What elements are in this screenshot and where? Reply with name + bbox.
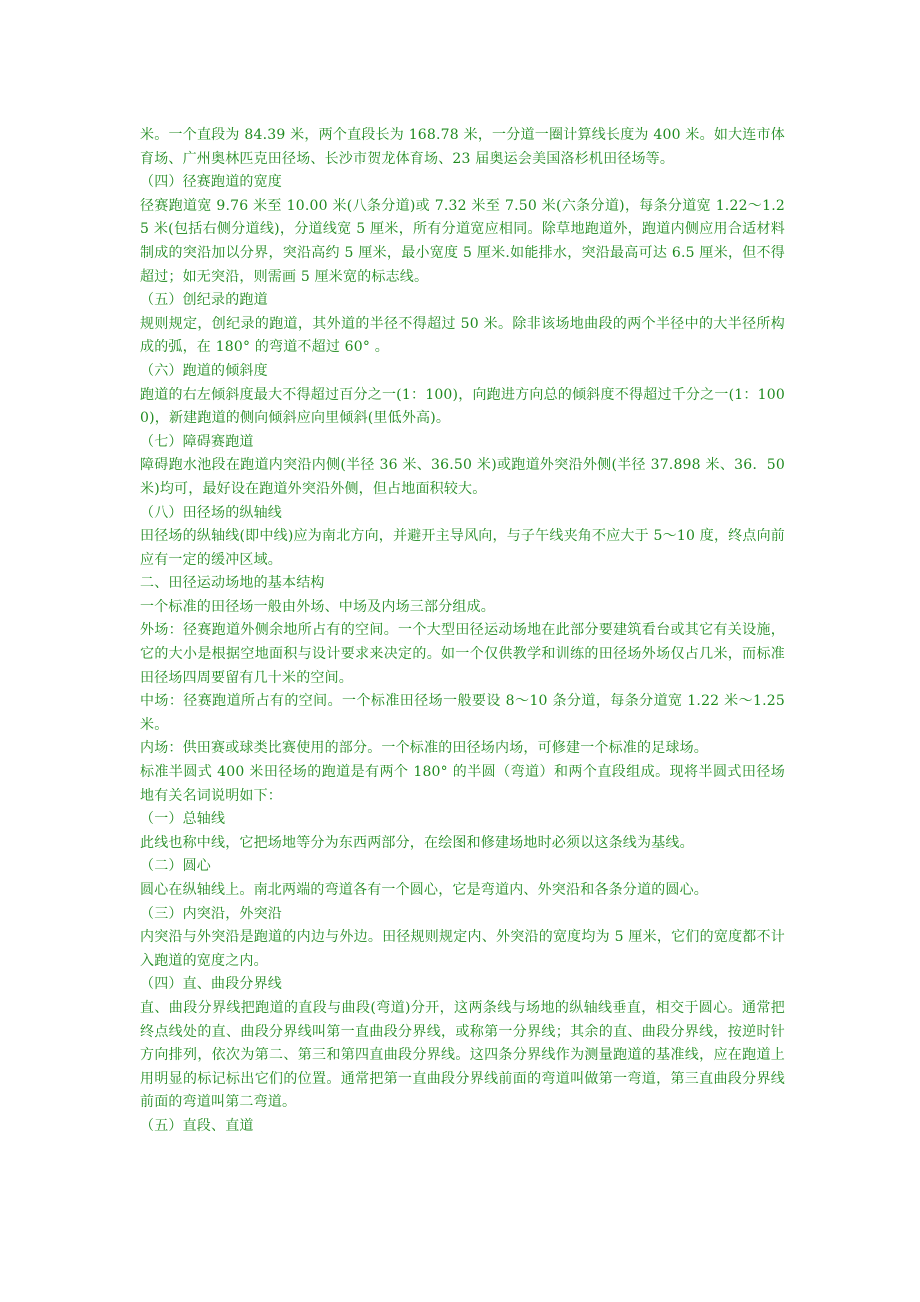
section-heading: （二）圆心 (140, 858, 211, 875)
paragraph: 径赛跑道宽 9.76 米至 10.00 米(八条分道)或 7.32 米至 7.50 米(六条分道)，每条分道宽 1.22～1.25 米(包括右侧分道线)，分道线宽 5 厘米，所有分道宽应相同。除草地跑道外，跑道内侧应用合适材料制成的突沿加以分界，突沿高约 5 厘米，最小宽度 5 厘米.如能排水，突沿最高可达 6.5 厘米，但不得超过；如无突沿，则需画 5 厘米宽的标志线。 (140, 197, 785, 285)
chapter-heading: 二、田径运动场地的基本结构 (140, 575, 325, 592)
paragraph: 直、曲段分界线把跑道的直段与曲段(弯道)分开，这两条线与场地的纵轴线垂直，相交于圆心。通常把终点线处的直、曲段分界线叫第一直曲段分界线，或称第一分界线；其余的直、曲段分界线，按逆时针方向排列，依次为第二、第三和第四直曲段分界线。这四条分界线作为测量跑道的基准线，应在跑道上用明显的标记标出它们的位置。通常把第一直曲段分界线前面的弯道叫做第一弯道，第三直曲段分界线前面的弯道叫第二弯道。 (140, 999, 785, 1111)
paragraph: 规则规定，创纪录的跑道，其外道的半径不得超过 50 米。除非该场地曲段的两个半径中的大半径所构成的弧，在 180° 的弯道不超过 60° 。 (140, 315, 785, 356)
paragraph: 外场：径赛跑道外侧余地所占有的空间。一个大型田径运动场地在此部分要建筑看台或其它有关设施，它的大小是根据空地面积与设计要求来决定的。如一个仅供教学和训练的田径场外场仅占几米，而标准田径场四周要留有几十米的空间。 (140, 622, 785, 686)
section-heading: （六）跑道的倾斜度 (140, 362, 268, 379)
paragraph: 米。一个直段为 84.39 米，两个直段长为 168.78 米，一分道一圈计算线长度为 400 米。如大连市体育场、广州奥林匹克田径场、长沙市贺龙体育场、23 届奥运会美国洛杉机田径场等。 (140, 127, 785, 167)
paragraph: 中场：径赛跑道所占有的空间。一个标准田径场一般要设 8～10 条分道，每条分道宽 1.22 米～1.25 米。 (140, 693, 785, 733)
section-heading: （四）直、曲段分界线 (140, 976, 282, 993)
paragraph: 跑道的右左倾斜度最大不得超过百分之一(1：100)，向跑进方向总的倾斜度不得超过千分之一(1：1000)，新建跑道的侧向倾斜应向里倾斜(里低外高)。 (140, 386, 785, 427)
document-body (140, 124, 785, 1139)
paragraph: 圆心在纵轴线上。南北两端的弯道各有一个圆心，它是弯道内、外突沿和各条分道的圆心。 (140, 882, 708, 898)
section-heading: （八）田径场的纵轴线 (140, 504, 282, 521)
paragraph: 内场：供田赛或球类比赛使用的部分。一个标准的田径场内场，可修建一个标准的足球场。 (140, 740, 708, 757)
section-heading: （五）创纪录的跑道 (140, 292, 268, 309)
paragraph: 一个标准的田径场一般由外场、中场及内场三部分组成。 (140, 598, 495, 615)
paragraph: 标准半圆式 400 米田径场的跑道是有两个 180° 的半圆（弯道）和两个直段组成。现将半圆式田径场地有关名词说明如下： (140, 764, 785, 804)
section-heading: （三）内突沿，外突沿 (140, 905, 282, 922)
paragraph: 障碍跑水池段在跑道内突沿内侧(半径 36 米、36.50 米)或跑道外突沿外侧(半径 37.898 米、36．50 米)均可，最好设在跑道外突沿外侧，但占地面积较大。 (140, 457, 785, 497)
section-heading: （七）障碍赛跑道 (140, 433, 254, 450)
section-heading: （五）直段、直道 (140, 1117, 254, 1134)
section-heading: （一）总轴线 (140, 811, 226, 828)
section-heading: （四）径赛跑道的宽度 (140, 174, 282, 191)
paragraph: 田径场的纵轴线(即中线)应为南北方向，并避开主导风向，与子午线夹角不应大于 5～10 度，终点向前应有一定的缓冲区域。 (140, 528, 785, 568)
paragraph: 内突沿与外突沿是跑道的内边与外边。田径规则规定内、外突沿的宽度均为 5 厘米，它们的宽度都不计入跑道的宽度之内。 (140, 929, 785, 969)
paragraph: 此线也称中线，它把场地等分为东西两部分，在绘图和修建场地时必须以这条线为基线。 (140, 834, 694, 851)
